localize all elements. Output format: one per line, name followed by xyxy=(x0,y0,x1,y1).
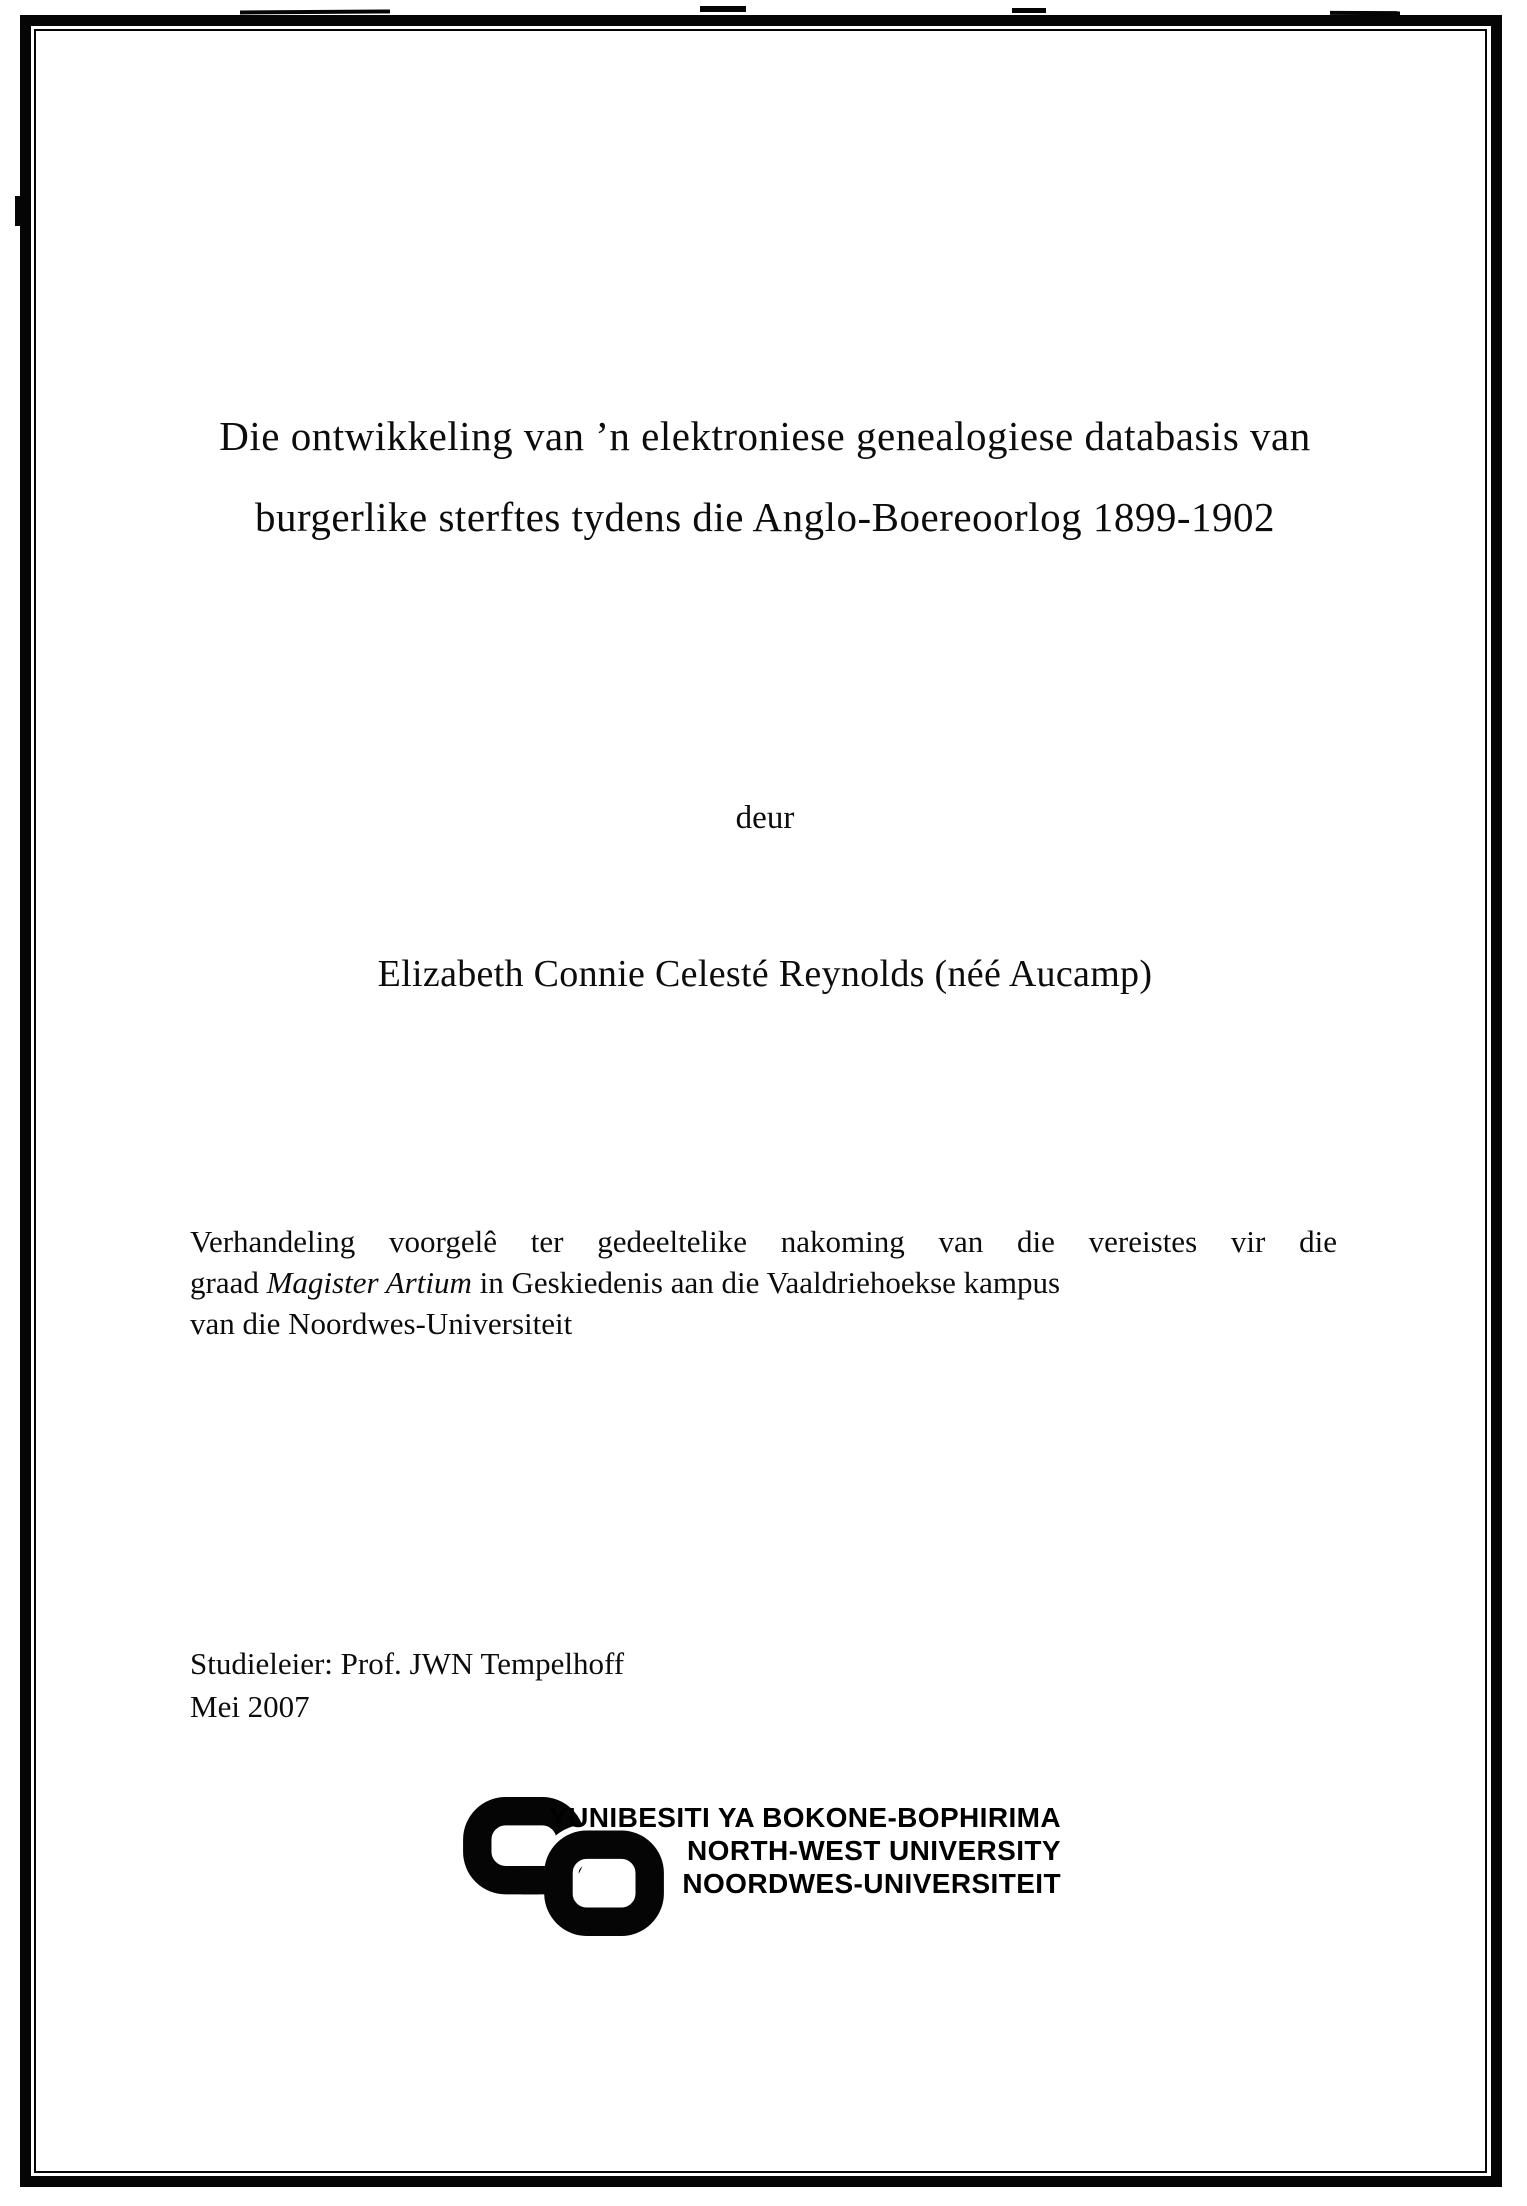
thesis-title-line-1: Die ontwikkeling van ’n elektroniese genealogiese databasis van xyxy=(219,413,1311,459)
scan-artifact xyxy=(700,6,746,12)
thesis-title xyxy=(95,396,1435,558)
degree-statement-line-3: van die Noordwes-Universiteit xyxy=(190,1306,573,1341)
scan-artifact xyxy=(15,196,20,226)
scan-artifact xyxy=(1012,8,1046,13)
scan-artifact xyxy=(240,9,390,14)
university-logo-text xyxy=(455,1801,1061,1900)
logo-text-afrikaans: NOORDWES-UNIVERSITEIT xyxy=(682,1868,1061,1899)
logo-text-english: NORTH-WEST UNIVERSITY xyxy=(687,1835,1061,1866)
supervisor-block xyxy=(190,1642,1090,1728)
author-name: Elizabeth Connie Celesté Reynolds (néé Aucamp) xyxy=(377,953,1153,995)
degree-statement xyxy=(190,1221,1337,1344)
degree-statement-line-1: Verhandeling voorgelê ter gedeeltelike nakoming van die vereistes vir die xyxy=(190,1224,1337,1259)
university-logo xyxy=(455,1793,1075,1943)
thesis-title-line-2: burgerlike sterftes tydens die Anglo-Boereoorlog 1899-1902 xyxy=(254,494,1275,540)
logo-text-setswana: YUNIBESITI YA BOKONE-BOPHIRIMA xyxy=(549,1802,1061,1833)
degree-name-italic: Magister Artium xyxy=(266,1265,472,1300)
degree-statement-line-2 xyxy=(190,1262,1337,1303)
scan-artifact xyxy=(1330,11,1400,15)
date-line: Mei 2007 xyxy=(190,1689,310,1724)
degree-statement-line-2-post: in Geskiedenis aan die Vaaldriehoekse kampus xyxy=(471,1265,1061,1300)
byline-label: deur xyxy=(735,800,795,836)
degree-statement-line-2-pre: graad xyxy=(190,1265,267,1300)
supervisor-line: Studieleier: Prof. JWN Tempelhoff xyxy=(190,1646,625,1681)
